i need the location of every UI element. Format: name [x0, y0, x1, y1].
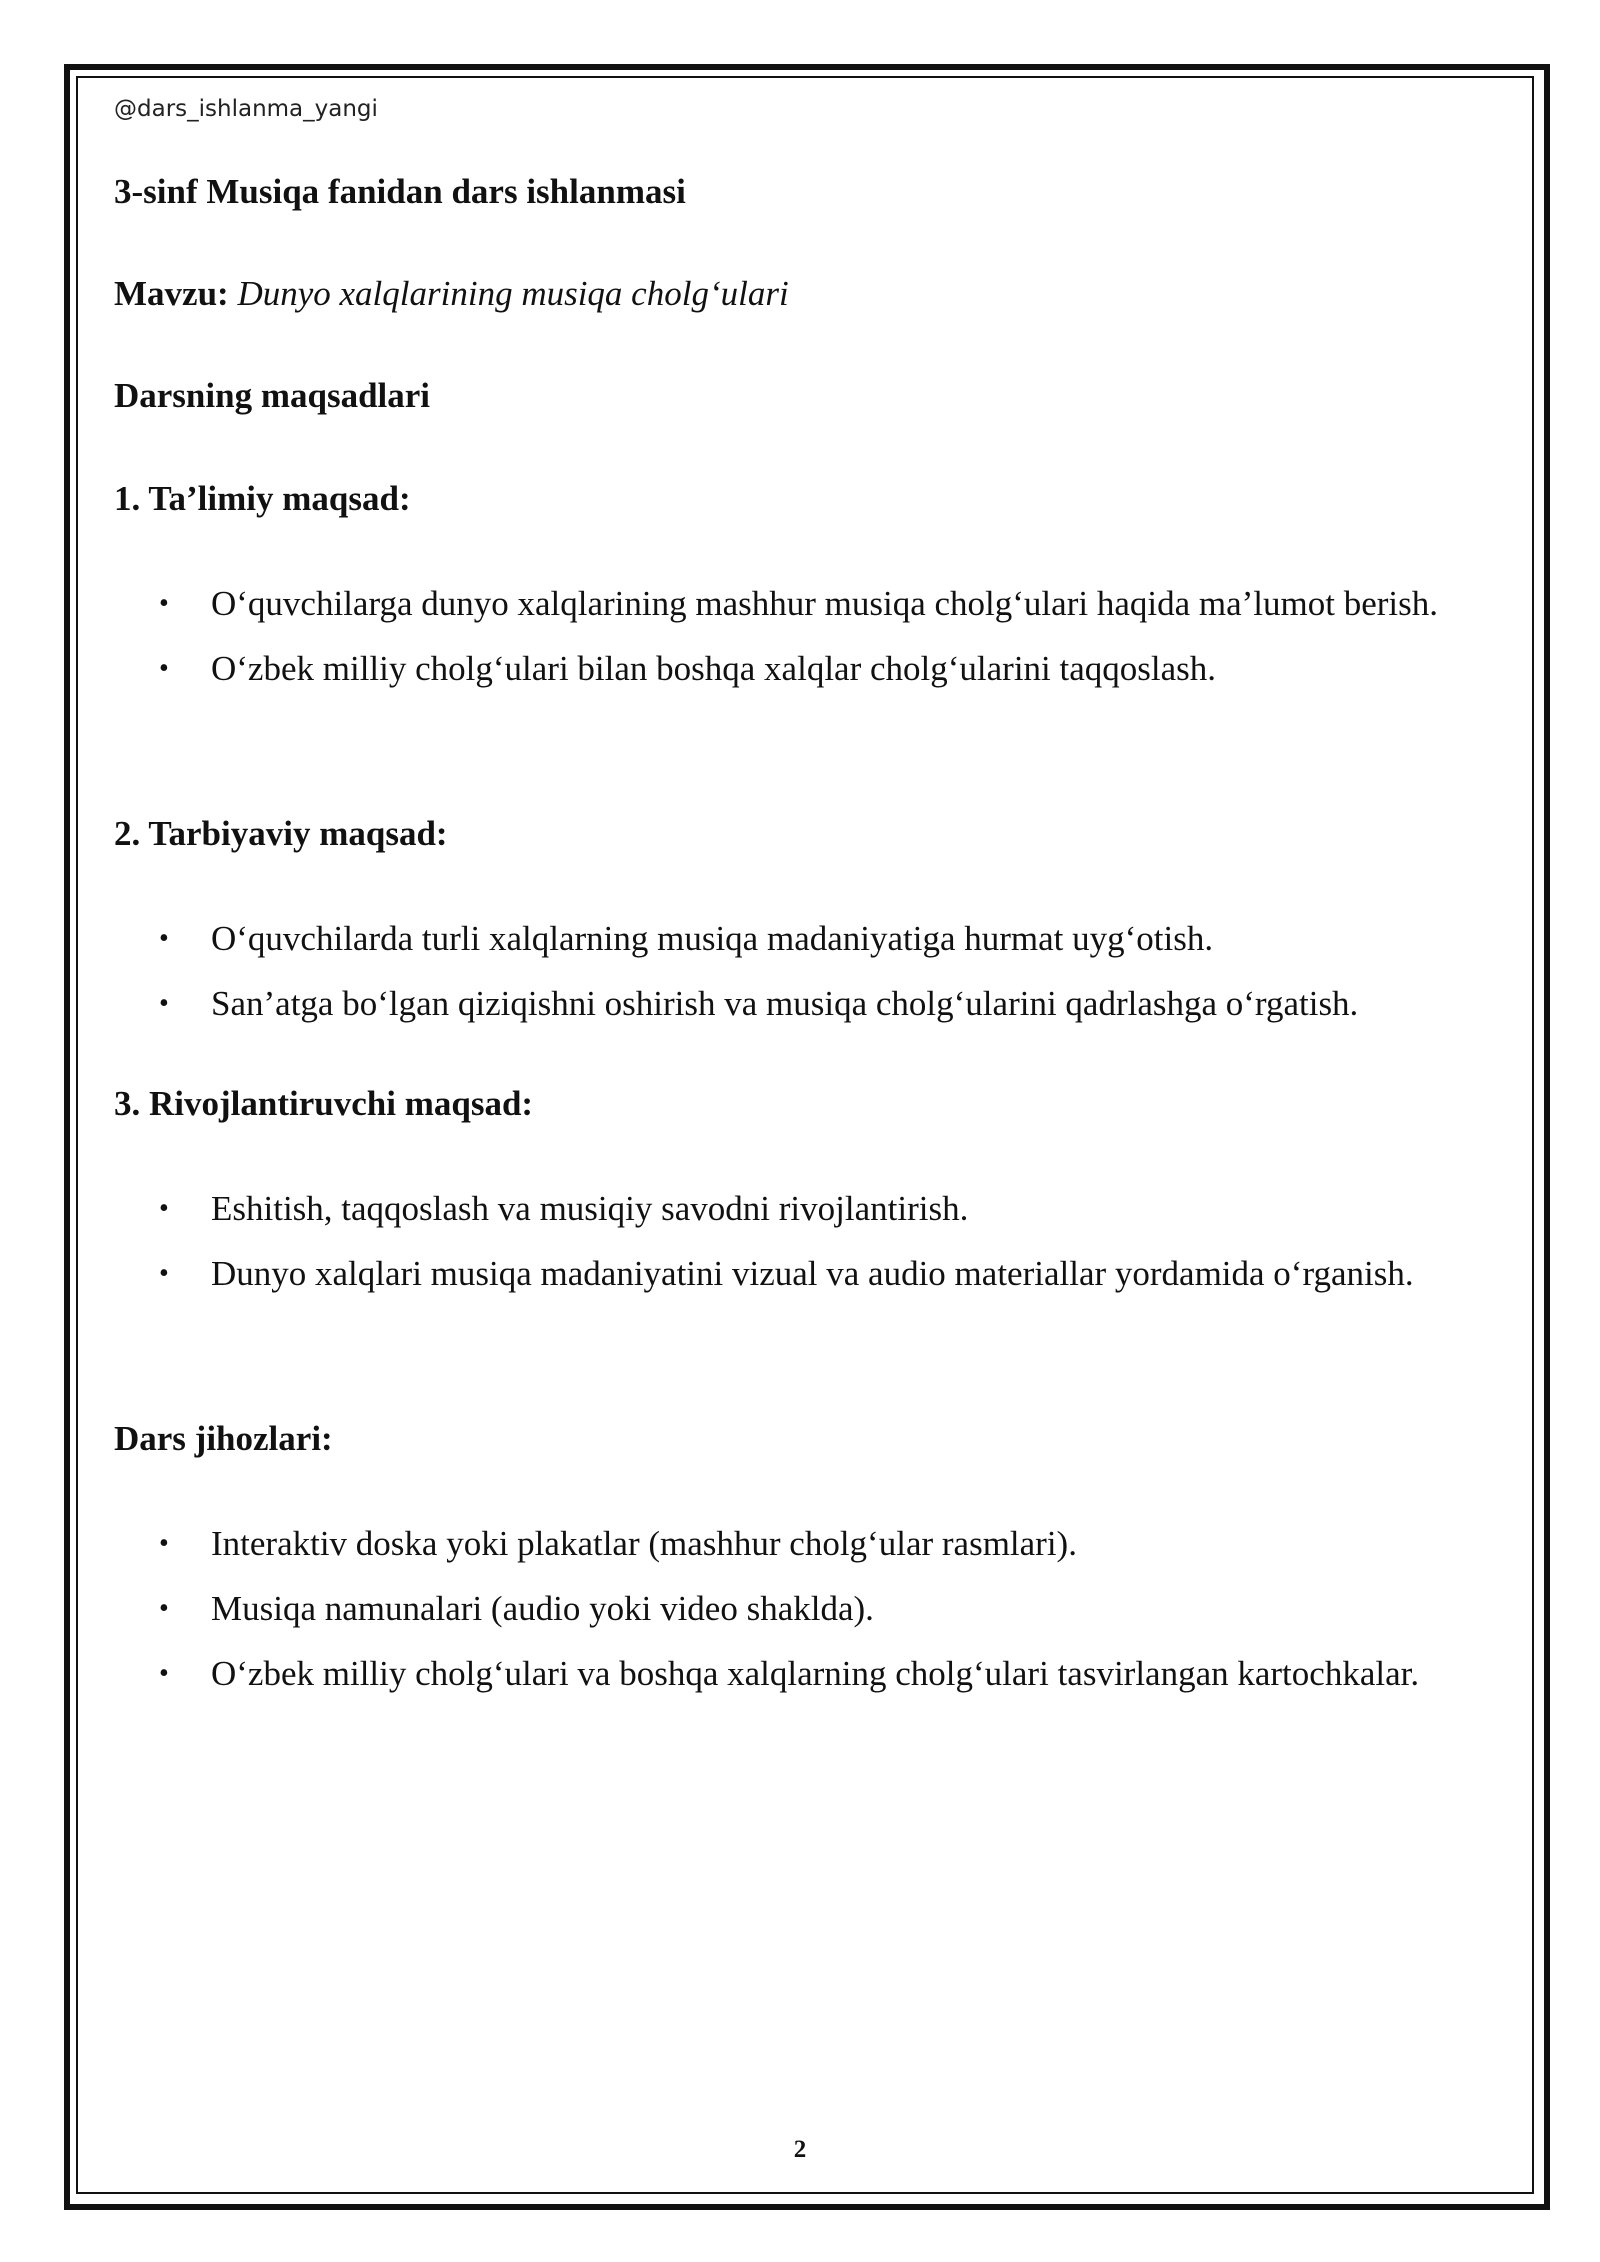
- bullet-icon: •: [159, 653, 169, 684]
- bullet-icon: •: [159, 1658, 169, 1689]
- list-item: [114, 1176, 1486, 1241]
- topic-label: Mavzu:: [114, 274, 229, 313]
- list-item-text: Dunyo xalqlari musiqa madaniyatini vizual va audio materiallar yordamida o‘rganish.: [211, 1254, 1414, 1293]
- bullet-icon: •: [159, 1528, 169, 1559]
- list-item-text: Eshitish, taqqoslash va musiqiy savodni rivojlantirish.: [211, 1189, 969, 1228]
- bullet-list: [114, 906, 1486, 1036]
- goals-heading: Darsning maqsadlari: [114, 376, 431, 415]
- list-item-text: Interaktiv doska yoki plakatlar (mashhur cholg‘ular rasmlari).: [211, 1524, 1077, 1563]
- section-heading: 2. Tarbiyaviy maqsad:: [114, 814, 448, 853]
- bullet-icon: •: [159, 588, 169, 619]
- bullet-icon: •: [159, 1193, 169, 1224]
- bullet-icon: •: [159, 988, 169, 1019]
- bullet-list: [114, 571, 1486, 701]
- topic-value: Dunyo xalqlarining musiqa cholg‘ulari: [237, 274, 789, 313]
- bullet-list: [114, 1511, 1486, 1706]
- page-number: 2: [793, 2136, 807, 2163]
- list-item-text: O‘quvchilarga dunyo xalqlarining mashhur musiqa cholg‘ulari haqida ma’lumot berish.: [211, 584, 1438, 623]
- document-title: 3-sinf Musiqa fanidan dars ishlanmasi: [114, 172, 686, 211]
- watermark-handle: @dars_ishlanma_yangi: [114, 96, 378, 122]
- section-heading: 3. Rivojlantiruvchi maqsad:: [114, 1084, 534, 1123]
- list-item: [114, 571, 1486, 636]
- list-item-text: O‘zbek milliy cholg‘ulari va boshqa xalqlarning cholg‘ulari tasvirlangan kartochkalar.: [211, 1654, 1420, 1693]
- bullet-icon: •: [159, 1258, 169, 1289]
- section-heading: 1. Ta’limiy maqsad:: [114, 479, 411, 518]
- bullet-list: [114, 1176, 1486, 1306]
- list-item: [114, 1241, 1486, 1306]
- list-item: [114, 636, 1486, 701]
- list-item: [114, 1641, 1486, 1706]
- list-item: [114, 906, 1486, 971]
- list-item-text: San’atga bo‘lgan qiziqishni oshirish va musiqa cholg‘ularini qadrlashga o‘rgatish.: [211, 984, 1359, 1023]
- list-item: [114, 1576, 1486, 1641]
- bullet-icon: •: [159, 1593, 169, 1624]
- list-item-text: O‘quvchilarda turli xalqlarning musiqa madaniyatiga hurmat uyg‘otish.: [211, 919, 1214, 958]
- list-item: [114, 971, 1486, 1036]
- list-item-text: O‘zbek milliy cholg‘ulari bilan boshqa xalqlar cholg‘ularini taqqoslash.: [211, 649, 1217, 688]
- bullet-icon: •: [159, 923, 169, 954]
- equipment-heading: Dars jihozlari:: [114, 1419, 333, 1458]
- list-item-text: Musiqa namunalari (audio yoki video shaklda).: [211, 1589, 874, 1628]
- list-item: [114, 1511, 1486, 1576]
- topic-line: [114, 272, 789, 316]
